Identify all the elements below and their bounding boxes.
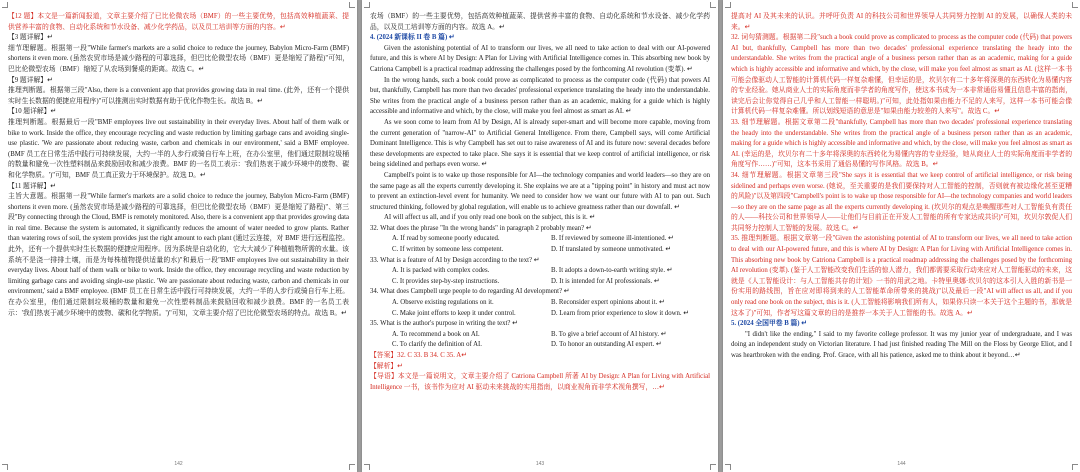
answer-option: B. Reconsider expert opinions about it. ↵ (551, 299, 665, 307)
paragraph: Given the astonishing potential of AI to transform our lives, we all need to take action to deal with our AI-powered future, and this is where AI by Design: A Plan for Living with Artificial Intelligence comes in. This absorbing new book by Catriona Campbell is a practical roadmap addressing the challenges posed by the forthcoming AI revolution (变革). ↵ (370, 44, 710, 73)
paragraph: 33. What is a feature of AI by Design according to the text? ↵ (370, 256, 540, 264)
answer-option: A. It is packed with complex codes. (392, 267, 490, 275)
answer-options (370, 234, 710, 255)
paragraph: 33. 细节理解题。根据文章第二段"thankfully, Campbell has more than two decades' professional experience translating the heady into the understandable. She writes from the practical angle of a business person rather than as an academic, making for a guide which is highly accessible and informative and which, by the close, will make you feel almost as smart as AI. (幸运的是，坎贝尔有二十多年将深奥的东西转化为易懂内容的专业经验，她从商业人士的实际角度而非学者的角度写作……)"可知，这本书采用了通俗易懂的写作风格。故选 B。↵ (731, 118, 1072, 169)
page-number: 142 (174, 461, 183, 467)
answer-option: B. To give a brief account of AI history. ↵ (551, 330, 667, 338)
paragraph: 32. What does the phrase "In the wrong hands" in paragraph 2 probably mean? ↵ (370, 224, 592, 232)
crop-mark (349, 2, 355, 8)
crop-mark (725, 2, 731, 8)
paragraph: 35. What is the author's purpose in writing the text? ↵ (370, 320, 518, 328)
page-content (370, 12, 710, 393)
paragraph: 提高对 AI 及其未来的认识。并呼吁负责 AI 的科技公司和世界领导人共同努力控制 AI 的发展，以确保人类的未来。↵ (731, 13, 1072, 31)
answer-option: C. Make joint efforts to keep it under control. (392, 309, 516, 317)
paragraph: 【10 题详解】↵ (8, 108, 57, 116)
answer-option: D. To honor an outstanding AI expert. ↵ (551, 341, 662, 349)
paragraph: "I didn't like the ending," I said to my favorite college professor. It was my junior year of undergraduate, and I was doing an independent study on Victorian literature. I had just finished reading The Mill on the Floss by George Eliot, and I was heartbroken with the ending. Prof. Grace, with all his patience, asked me to think about it beyond…↵ (731, 330, 1072, 359)
answer-option: D. Learn from prior experience to slow it down. ↵ (551, 309, 690, 317)
answer-option: B. If reviewed by someone ill-intentioned. ↵ (551, 235, 674, 243)
paragraph: 34. What does Campbell urge people to do regarding AI development? ↵ (370, 288, 570, 296)
paragraph: 【导语】本文是一篇说明文，文章主要介绍了 Catriona Campbell 所著 AI by Design: A Plan for Living with Artificial Intelligence 一书，该书作为应对 AI 驱动未来挑战的实用指南，以商业视角而非学术视角撰写，…↵ (370, 373, 710, 391)
passage-heading: 4. (2024 新课标 II 卷 B 篇) ↵ (370, 34, 455, 42)
answer-option: C. If written by someone less competent. (392, 246, 504, 254)
page-number: 144 (897, 461, 906, 467)
crop-mark (364, 2, 370, 8)
answer-option: A. Observe existing regulations on it. (392, 299, 494, 307)
document-page-1 (0, 0, 357, 472)
paragraph: 【3 题详解】↵ (8, 34, 53, 42)
answer-options (370, 330, 710, 351)
answer-option: A. To recommend a book on AI. (392, 330, 480, 338)
crop-mark (710, 2, 716, 8)
answer-option: D. It is intended for AI professionals. ↵ (551, 277, 660, 285)
document-page-2 (362, 0, 718, 472)
paragraph: 【12 题】本文是一篇新闻报道，文章主要介绍了已比伦微农场（BMF）的一些主要优势，包括高效种植蔬菜、提供营养丰富的食物、自动化系统和节水设备、减少化学药品，以及员工培训等方面的内容。↵ (8, 13, 349, 31)
page-content (8, 12, 349, 319)
answer-options (370, 266, 710, 287)
passage-heading: 5. (2024 全国甲卷 B 篇) ↵ (731, 320, 807, 328)
paragraph: AI will affect us all, and if you only read one book on the subject, this is it. ↵ (384, 214, 596, 222)
paragraph: 35. 推理判断题。根据文章第一段"Given the astonishing potential of AI to transform our lives, we all need to take action to deal with our AI-powered future, and this is where AI by Design: A Plan for Living with Artificial Intelligence comes in. This absorbing new book by Catriona Campbell is a practical roadmap addressing the challenges posed by the forthcoming AI revolution (变革). (鉴于人工智能改变我们生活的惊人潜力，我们都需要采取行动来应对人工智能驱动的未来，这就是《人工智能设计：与人工智能共存的计划》一书的用武之地。卡特里奥娜·坎贝尔的这本引人入胜的新书是一份实用的路线图，旨在应对即将到来的人工智能革命所带来的挑战)"以及最后一段"AI will affect us all, and if you only read one book on the subject, this is it. (人工智能将影响我们所有人，如果你只读一本关于这个主题的书，那就是这本了)"可知，作者写这篇文章的目的是推荐一本关于人工智能的书。故选 A。↵ (731, 235, 1072, 317)
answer-option: A. If read by someone poorly educated. (392, 235, 500, 243)
answer-option: C. It provides step-by-step instructions. (392, 277, 500, 285)
paragraph: 推理判断题。根据最后一段"BMF employees live out sustainability in their everyday lives. About half of them walk or bike to work. Inside the office, they encourage recycling and waste reduction by limiting garbage cans and avoiding single-use plastic. 'We are passionate about reducing waste, carbon and chemicals in our environment,' said a BMF employee. (BMF 员工在日常生活中践行可持续发展，大约一半的人步行或骑自行车上班，在办公室里，他们通过限制垃圾桶的数量和避免一次性塑料制品来鼓励回收和减少浪费。BMF 的一名员工表示：'我们热衷于减少环境中的废物、碳和化学物质。')"可知，BMF 员工真正致力于环境保护。故选 D。↵ (8, 118, 349, 179)
answer-options (370, 298, 710, 319)
crop-mark (2, 2, 8, 8)
paragraph: 【11 题详解】↵ (8, 182, 56, 190)
paragraph: Campbell's point is to wake up those responsible for AI—the technology companies and world leaders—so they are on the same page as all the experts currently developing it. She explains we are at a "tipping point" in history and must act now to prevent an extinction-level event for humanity. We need to consider how we want our future with AI to pan out. Such structured thinking, followed by global regulation, will enable us to achieve greatness rather than our downfall. ↵ (370, 171, 710, 211)
paragraph: 农场（BMF）的一些主要优势，包括高效种植蔬菜、提供营养丰富的食物、自动化系统和节水设备、减少化学药品，以及员工培训等方面的内容。故选 A。↵ (370, 13, 710, 31)
paragraph: 32. 词句猜测题。根据第二段"such a book could prove as complicated to process as the computer code (代码) that powers AI but, thankfully, Campbell has more than two decades' professional experience translating the heady into the understandable. She writes from the practical angle of a business person rather than as an academic, making for a guide which is highly accessible and informative and which, by the close, will make you feel almost as smart as AI. (这样一本书可能会像驱动人工智能的计算机代码一样复杂难懂，但幸运的是，坎贝尔有二十多年将深奥的东西转化为易懂内容的专业经验。她从商业人士的实际角度而非学者的角度写作，使这本书成为一本非常通俗易懂且信息丰富的指南，读完后会让你觉得自己几乎和人工智能一样聪明。)"可知，此处指如果由能力不足的人来写，这样一本书可能会像计算机代码一样复杂难懂。所以划线短语的意思是"如果由能力较差的人来写"。故选 C。↵ (731, 34, 1072, 116)
answer-option: D. If translated by someone unmotivated. ↵ (551, 246, 672, 254)
paragraph: 【答案】32. C 33. B 34. C 35. A↵ (370, 352, 467, 359)
paragraph: 34. 细节理解题。根据文章第三段"She says it is essential that we keep control of artificial intelligence, or risk being sidelined and perhaps even worse. (她说，至关重要的是我们要保持对人工智能的控制，否则就有被边缘化甚至更糟的风险)"以及第四段"Campbell's point is to wake up those responsible for AI—the technology companies and world leaders—so they are on the same page as all the experts currently developing it. (坎贝尔的观点是唤醒那些对人工智能负有责任的人——科技公司和世界领导人——让他们与目前正在开发人工智能的所有专家达成共识)"可知，坎贝尔敦促人们共同努力控制人工智能的发展。故选 C。↵ (731, 171, 1072, 232)
document-page-3 (723, 0, 1080, 472)
crop-mark (1072, 2, 1078, 8)
paragraph: 主旨大意题。根据第一段"While farmer's markets are a solid choice to reduce the journey, Babylon Micro-Farm (BMF) shortens it even more. (虽然农贸市场是减少路程的可靠选择，但巴比伦微型农场（BMF）更是缩短了路程)"、第三段"By connecting through the Cloud, BMF is remotely monitored. Also, there is a convenient app that provides growing data in real time. Because the system is automated, it significantly reduces the amount of water needed to grow plants. Rather than watering rows of soil, the system provides just the right amount to each plant (通过云连接，对 BMF 进行远程监控。此外，还有一个提供实时生长数据的便捷应用程序。因为系统是自动化的，它大大减少了种植植物所需的水量。该系统不是浇一排排土壤，而是为每株植物提供适量的水)"和最后一段"BMF employees live out sustainability in their everyday lives. About half of them walk or bike to work. Inside the office, they encourage recycling and waste reduction by limiting garbage cans and avoiding single-use plastic. 'We are passionate about reducing waste, carbon and chemicals in our environment,' said a BMF employee. (BMF 员工在日常生活中践行可持续发展，大约一半的人步行或骑自行车上班。在办公室里，他们通过限制垃圾桶的数量和避免一次性塑料制品来鼓励回收和减少浪费。BMF 的一名员工表示：'我们热衷于减少环境中的废物、碳和化学物质。')"可知，文章主要介绍了巴比伦微型农场的特点。故选 B。↵ (8, 193, 349, 317)
page-content (731, 12, 1072, 362)
paragraph: 【解析】↵ (370, 362, 403, 370)
paragraph: As we soon come to learn from AI by Design, AI is already super-smart and will become more capable, moving from the current generation of "narrow-AI" to Artificial General Intelligence. From there, Campbell says, will come Artificial Dominant Intelligence. This is why Campbell has set out to raise awareness of AI and its future now: several decades before these developments are expected to take place. She says it is essential that we keep control of artificial intelligence, or risk being sidelined and perhaps even worse. ↵ (370, 118, 710, 169)
answer-option: B. It adopts a down-to-earth writing style. ↵ (551, 267, 673, 275)
paragraph: 细节理解题。根据第一段"While farmer's markets are a solid choice to reduce the journey, Babylon Micro-Farm (BMF) shortens it even more. (虽然农贸市场是减少路程的可靠选择，但巴比伦微型农场（BMF）更是缩短了路程)"可知，巴比伦微型农场（BMF）缩短了从农场到餐桌的距离。故选 C。↵ (8, 44, 349, 73)
answer-option: C. To clarify the definition of AI. (392, 341, 483, 349)
paragraph: 推理判断题。根据第三段"Also, there is a convenient app that provides growing data in real time. (此外，还有一个提供实时生长数据的便捷应用程序)"可以推测出实时数据有助于优化作物生长。故选 B。↵ (8, 87, 349, 105)
page-number: 143 (535, 461, 545, 467)
paragraph: In the wrong hands, such a book could prove as complicated to process as the computer code (代码) that powers AI but, thankfully, Campbell has more than two decades' professional experience translating the heady into the understandable. She writes from the practical angle of a business person rather than as an academic, making for a guide which is highly accessible and informative and which, by the close, will make you feel almost as smart as AI. ↵ (370, 76, 710, 116)
paragraph: 【9 题详解】↵ (8, 76, 53, 84)
